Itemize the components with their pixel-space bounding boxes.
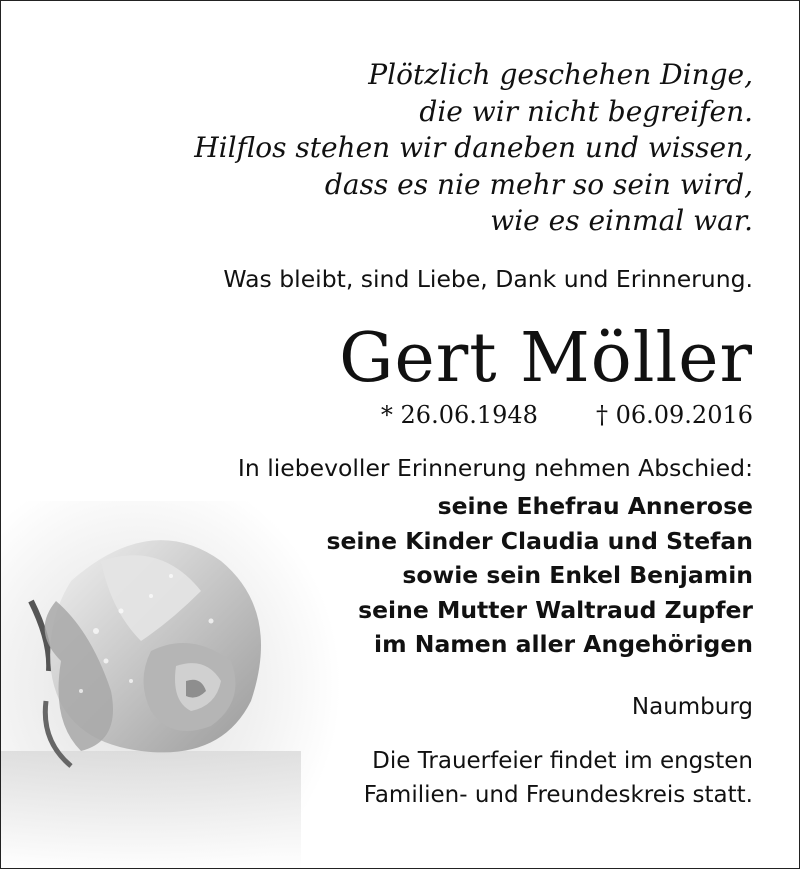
deceased-name: Gert Möller	[339, 319, 753, 398]
notice-line: Die Trauerfeier findet im engsten	[372, 748, 753, 774]
poem-line: dass es nie mehr so sein wird,	[324, 167, 753, 201]
poem-line: Plötzlich geschehen Dinge,	[368, 58, 753, 91]
death-date: † 06.09.2016	[595, 401, 753, 429]
funeral-notice	[364, 744, 753, 812]
life-dates	[381, 401, 753, 429]
mourners-list	[326, 489, 753, 662]
farewell-intro: In liebevoller Erinnerung nehmen Abschied:	[237, 454, 753, 482]
rose-image	[1, 501, 341, 869]
poem	[194, 57, 753, 240]
mourner-line: seine Kinder Claudia und Stefan	[326, 526, 753, 555]
notice-line: Familien- und Freundeskreis statt.	[363, 782, 753, 808]
remembrance-line: Was bleibt, sind Liebe, Dank und Erinnerung.	[223, 265, 753, 293]
poem-line: wie es einmal war.	[490, 204, 753, 237]
birth-date: * 26.06.1948	[380, 401, 538, 429]
mourner-line: im Namen aller Angehörigen	[374, 630, 753, 658]
place: Naumburg	[631, 694, 753, 720]
mourner-line: sowie sein Enkel Benjamin	[402, 561, 753, 589]
poem-line: die wir nicht begreifen.	[419, 94, 753, 128]
mourner-line: seine Ehefrau Annerose	[437, 492, 753, 520]
poem-line: Hilflos stehen wir daneben und wissen,	[194, 131, 753, 164]
mourner-line: seine Mutter Waltraud Zupfer	[358, 595, 753, 624]
